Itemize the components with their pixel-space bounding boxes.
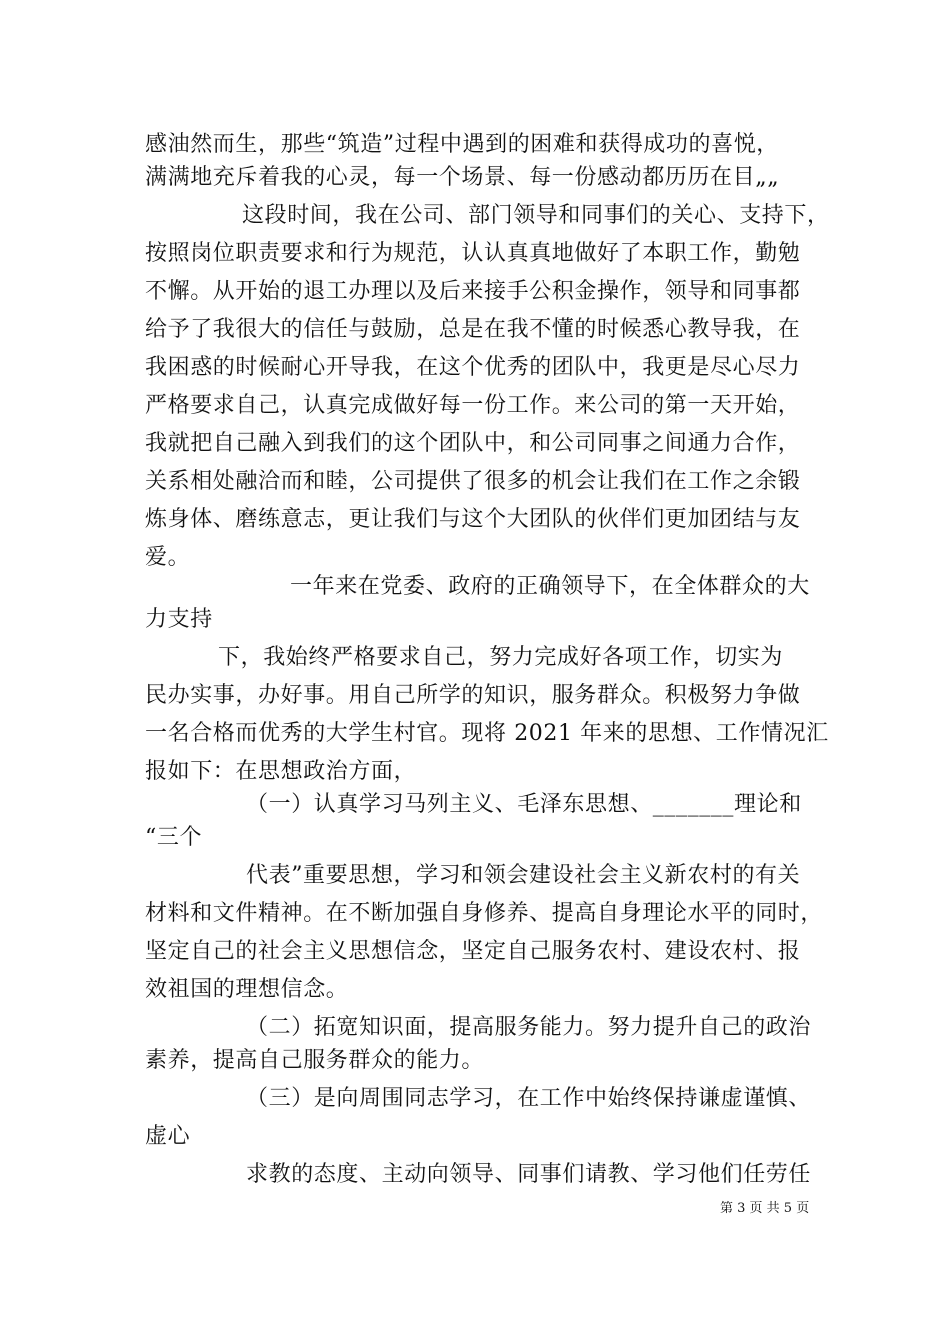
text-line: 我就把自己融入到我们的这个团队中，和公司同事之间通力合作， xyxy=(145,431,801,456)
text-line: 坚定自己的社会主义思想信念，坚定自己服务农村、建设农村、报 xyxy=(145,939,801,964)
text-line: 民办实事，办好事。用自己所学的知识，服务群众。积极努力争做 xyxy=(145,683,801,708)
text-line: 严格要求自己，认真完成做好每一份工作。来公司的第一天开始， xyxy=(145,393,801,418)
text-line: （一）认真学习马列主义、毛泽东思想、_______理论和 xyxy=(246,792,802,817)
text-line: 一名合格而优秀的大学生村官。现将 2021 年来的思想、工作情况汇 xyxy=(145,721,829,746)
text-line: 力支持 xyxy=(145,607,213,632)
text-line: 关系相处融洽而和睦，公司提供了很多的机会让我们在工作之余锻 xyxy=(145,469,801,494)
text-line: 炼身体、磨练意志，更让我们与这个大团队的伙伴们更加团结与友 xyxy=(145,507,801,532)
text-line: 给予了我很大的信任与鼓励，总是在我不懂的时候悉心教导我，在 xyxy=(145,317,801,342)
text-line: 感油然而生，那些“筑造”过程中遇到的困难和获得成功的喜悦， xyxy=(145,132,779,157)
text-line: 爱。 xyxy=(145,545,191,570)
text-line: 虚心 xyxy=(145,1124,191,1149)
text-line: （二）拓宽知识面，提高服务能力。努力提升自己的政治 xyxy=(246,1015,812,1040)
text-line: 素养，提高自己服务群众的能力。 xyxy=(145,1048,485,1073)
text-line: 不懈。从开始的退工办理以及后来接手公积金操作，领导和同事都 xyxy=(145,279,801,304)
page-number-footer: 第 3 页 共 5 页 xyxy=(720,1201,810,1216)
text-line: 材料和文件精神。在不断加强自身修养、提高自身理论水平的同时， xyxy=(145,901,824,926)
text-line: 下，我始终严格要求自己，努力完成好各项工作，切实为 xyxy=(218,645,784,670)
text-line: 报如下：在思想政治方面， xyxy=(145,759,417,784)
text-line: 一年来在党委、政府的正确领导下，在全体群众的大 xyxy=(290,574,810,599)
text-line: “三个 xyxy=(145,825,203,850)
text-line: 按照岗位职责要求和行为规范，认认真真地做好了本职工作，勤勉 xyxy=(145,241,801,266)
text-line: 效祖国的理想信念。 xyxy=(145,977,349,1002)
text-line: 求教的态度、主动向领导、同事们请教、学习他们任劳任 xyxy=(246,1162,812,1187)
text-line: 满满地充斥着我的心灵，每一个场景、每一份感动都历历在目„„ xyxy=(145,165,780,190)
text-line: 这段时间，我在公司、部门领导和同事们的关心、支持下， xyxy=(242,203,830,228)
text-line: （三）是向周围同志学习，在工作中始终保持谦虚谨慎、 xyxy=(246,1086,812,1111)
text-line: 我困惑的时候耐心开导我，在这个优秀的团队中，我更是尽心尽力 xyxy=(145,355,801,380)
text-line: 代表”重要思想，学习和领会建设社会主义新农村的有关 xyxy=(246,863,801,888)
